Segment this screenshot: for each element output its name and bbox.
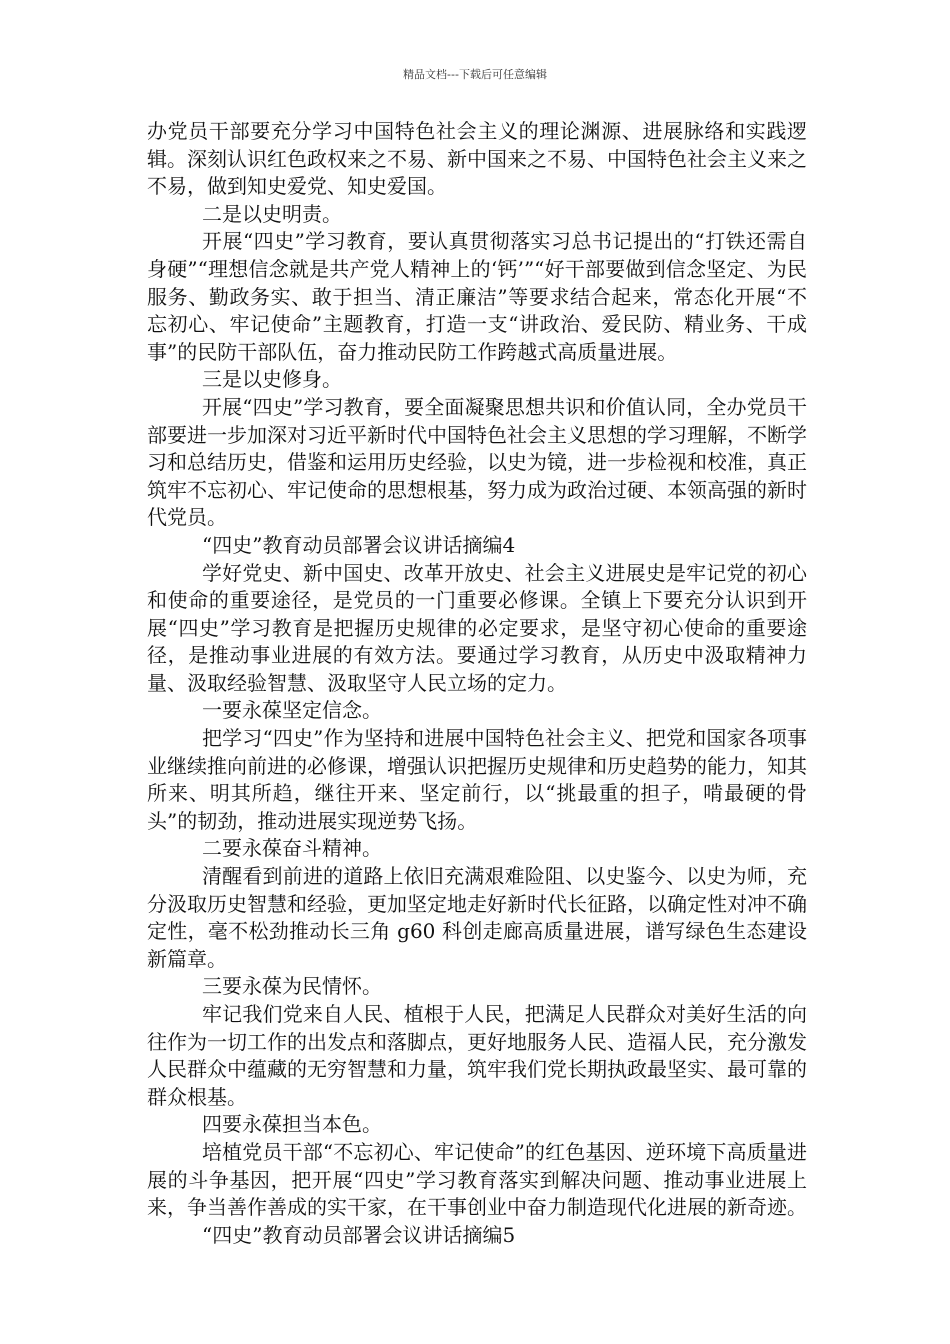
paragraph: 三要永葆为民情怀。: [202, 974, 382, 999]
paragraph: 清醒看到前进的道路上依旧充满艰难险阻、以史鉴今、以史为师，充分汲取历史智慧和经验，更加坚定地走好新时代长征路，以确定性对冲不确定性，毫不松劲推动长三角 g60 科创走廊高质量进展，谱写绿色生态建设新篇章。: [147, 864, 807, 971]
paragraph: 三是以史修身。: [202, 367, 342, 392]
page-header: 精品文档---下载后可任意编辑: [403, 68, 547, 81]
paragraph: 牢记我们党来自人民、植根于人民，把满足人民群众对美好生活的向往作为一切工作的出发点和落脚点，更好地服务人民、造福人民，充分激发人民群众中蕴藏的无穷智慧和力量，筑牢我们党长期执政最坚实、最可靠的群众根基。: [147, 1002, 807, 1109]
paragraph: 一要永葆坚定信念。: [202, 698, 382, 723]
paragraph: 学好党史、新中国史、改革开放史、社会主义进展史是牢记党的初心和使命的重要途径，是党员的一门重要必修课。全镇上下要充分认识到开展“四史”学习教育是把握历史规律的必定要求，是坚守初心使命的重要途径，是推动事业进展的有效方法。要通过学习教育，从历史中汲取精神力量、汲取经验智慧、汲取坚守人民立场的定力。: [147, 560, 807, 695]
paragraph: 二是以史明责。: [202, 201, 342, 226]
paragraph: “四史”教育动员部署会议讲话摘编5: [202, 1222, 516, 1247]
paragraph: 把学习“四史”作为坚持和进展中国特色社会主义、把党和国家各项事业继续推向前进的必修课，增强认识把握历史规律和历史趋势的能力，知其所来、明其所趋，继往开来、坚定前行，以“挑最重的担子，啃最硬的骨头”的韧劲，推动进展实现逆势飞扬。: [147, 726, 807, 833]
paragraph: 开展“四史”学习教育，要全面凝聚思想共识和价值认同，全办党员干部要进一步加深对习近平新时代中国特色社会主义思想的学习理解，不断学习和总结历史，借鉴和运用历史经验，以史为镜，进一步检视和校准，真正筑牢不忘初心、牢记使命的思想根基，努力成为政治过硬、本领高强的新时代党员。: [147, 394, 807, 530]
paragraph: 培植党员干部“不忘初心、牢记使命”的红色基因、逆环境下高质量进展的斗争基因，把开展“四史”学习教育落实到解决问题、推动事业进展上来，争当善作善成的实干家，在干事创业中奋力制造现代化进展的新奇迹。: [147, 1139, 807, 1220]
paragraph: 二要永葆奋斗精神。: [202, 836, 382, 861]
paragraph: 办党员干部要充分学习中国特色社会主义的理论渊源、进展脉络和实践逻辑。深刻认识红色政权来之不易、新中国来之不易、中国特色社会主义来之不易，做到知史爱党、知史爱国。: [147, 119, 807, 199]
paragraph: 四要永葆担当本色。: [202, 1112, 382, 1137]
paragraph: 开展“四史”学习教育，要认真贯彻落实习总书记提出的“打铁还需自身硬”“理想信念就是共产党人精神上的‘钙’”“好干部要做到信念坚定、为民服务、勤政务实、敢于担当、清正廉洁”等要求结合起来，常态化开展“不忘初心、牢记使命”主题教育，打造一支“讲政治、爱民防、精业务、干成事”的民防干部队伍，奋力推动民防工作跨越式高质量进展。: [147, 229, 807, 364]
paragraph: “四史”教育动员部署会议讲话摘编4: [202, 532, 516, 557]
document-body: [147, 118, 807, 1249]
